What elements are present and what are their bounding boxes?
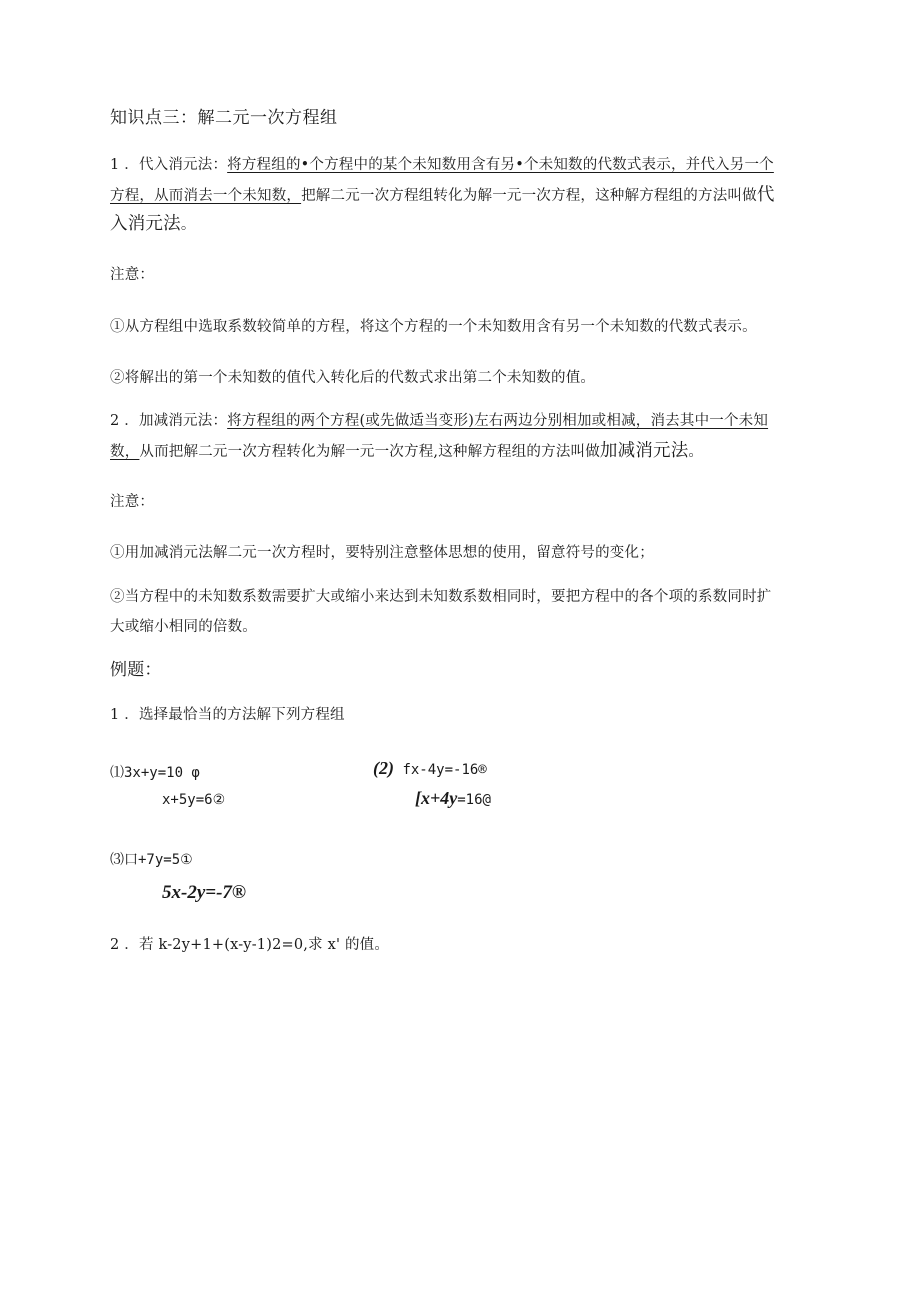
note-item: ②将解出的第一个未知数的值代入转化后的代数式求出第二个未知数的值。 bbox=[110, 370, 596, 386]
question-text: ．若 k-2y+1+(x-y-1)2=0,求 x' 的值。 bbox=[124, 937, 390, 953]
system3-eq1: ⑶口+7y=5① bbox=[110, 852, 193, 868]
section-elimination-line1 bbox=[110, 407, 810, 435]
definition-underlined: 将方程组的•个方程中的某个未知数用含有另•个未知数的代数式表示，并代入另一个 bbox=[227, 157, 774, 173]
definition-underlined: 数， bbox=[110, 444, 140, 460]
definition-text: 把解二元一次方程组转化为解一元一次方程，这种解方程组的方法叫做 bbox=[301, 188, 757, 204]
term-highlight: 加减消元法 bbox=[599, 441, 689, 461]
note-label: 注意： bbox=[110, 494, 155, 510]
question-number: 2 bbox=[110, 937, 120, 953]
note-item-continued: 大或缩小相同的倍数。 bbox=[110, 619, 257, 635]
definition-underlined: 方程，从而消去一个未知数， bbox=[110, 188, 302, 204]
system2-eq2-rhs: =16@ bbox=[457, 792, 491, 808]
section-elimination-line2 bbox=[110, 437, 810, 466]
section-label: ．加减消元法： bbox=[124, 413, 228, 429]
system2-label: (2) bbox=[373, 758, 394, 778]
section-label: ．代入消元法： bbox=[124, 157, 228, 173]
system2-eq2 bbox=[415, 788, 491, 809]
section-number: 1 bbox=[110, 157, 120, 173]
question-2 bbox=[110, 931, 810, 959]
note-label: 注意： bbox=[110, 267, 155, 283]
system2-eq2-lhs: [x+4y bbox=[415, 788, 458, 808]
term-highlight: 代 bbox=[756, 185, 775, 205]
note-item: ①从方程组中选取系数较简单的方程，将这个方程的一个未知数用含有另一个未知数的代数式表示。 bbox=[110, 319, 757, 335]
page-title: 知识点三：解二元一次方程组 bbox=[110, 108, 338, 128]
section-substitution-line3 bbox=[110, 210, 810, 239]
definition-underlined: 将方程组的两个方程(或先做适当变形)左右两边分别相加或相减，消去其中一个未知 bbox=[227, 413, 769, 429]
system1-eq2: x+5y=6② bbox=[162, 792, 226, 808]
question-number: 1 bbox=[110, 707, 120, 723]
term-end: 。 bbox=[180, 217, 196, 233]
note-item: ②当方程中的未知数系数需要扩大或缩小来达到未知数系数相同时，要把方程中的各个项的系数同时扩 bbox=[110, 589, 772, 605]
system1-eq1: ⑴3x+y=10 φ bbox=[110, 765, 200, 781]
question-text: ．选择最恰当的方法解下列方程组 bbox=[124, 707, 345, 723]
examples-heading: 例题： bbox=[110, 660, 162, 680]
section-substitution-line1 bbox=[110, 151, 810, 179]
section-substitution-line2 bbox=[110, 181, 810, 210]
system3-eq2: 5x-2y=-7® bbox=[162, 882, 247, 903]
definition-text: 从而把解二元一次方程转化为解一元一次方程,这种解方程组的方法叫做 bbox=[139, 444, 600, 460]
system2-eq1-text: fx-4y=-16® bbox=[402, 762, 487, 778]
term-highlight: 入消元法 bbox=[110, 214, 181, 234]
note-item: ①用加减消元法解二元一次方程时，要特别注意整体思想的使用，留意符号的变化； bbox=[110, 545, 654, 561]
section-number: 2 bbox=[110, 413, 120, 429]
term-end: 。 bbox=[688, 444, 704, 460]
question-1 bbox=[110, 701, 810, 729]
system2-eq1 bbox=[373, 758, 487, 779]
